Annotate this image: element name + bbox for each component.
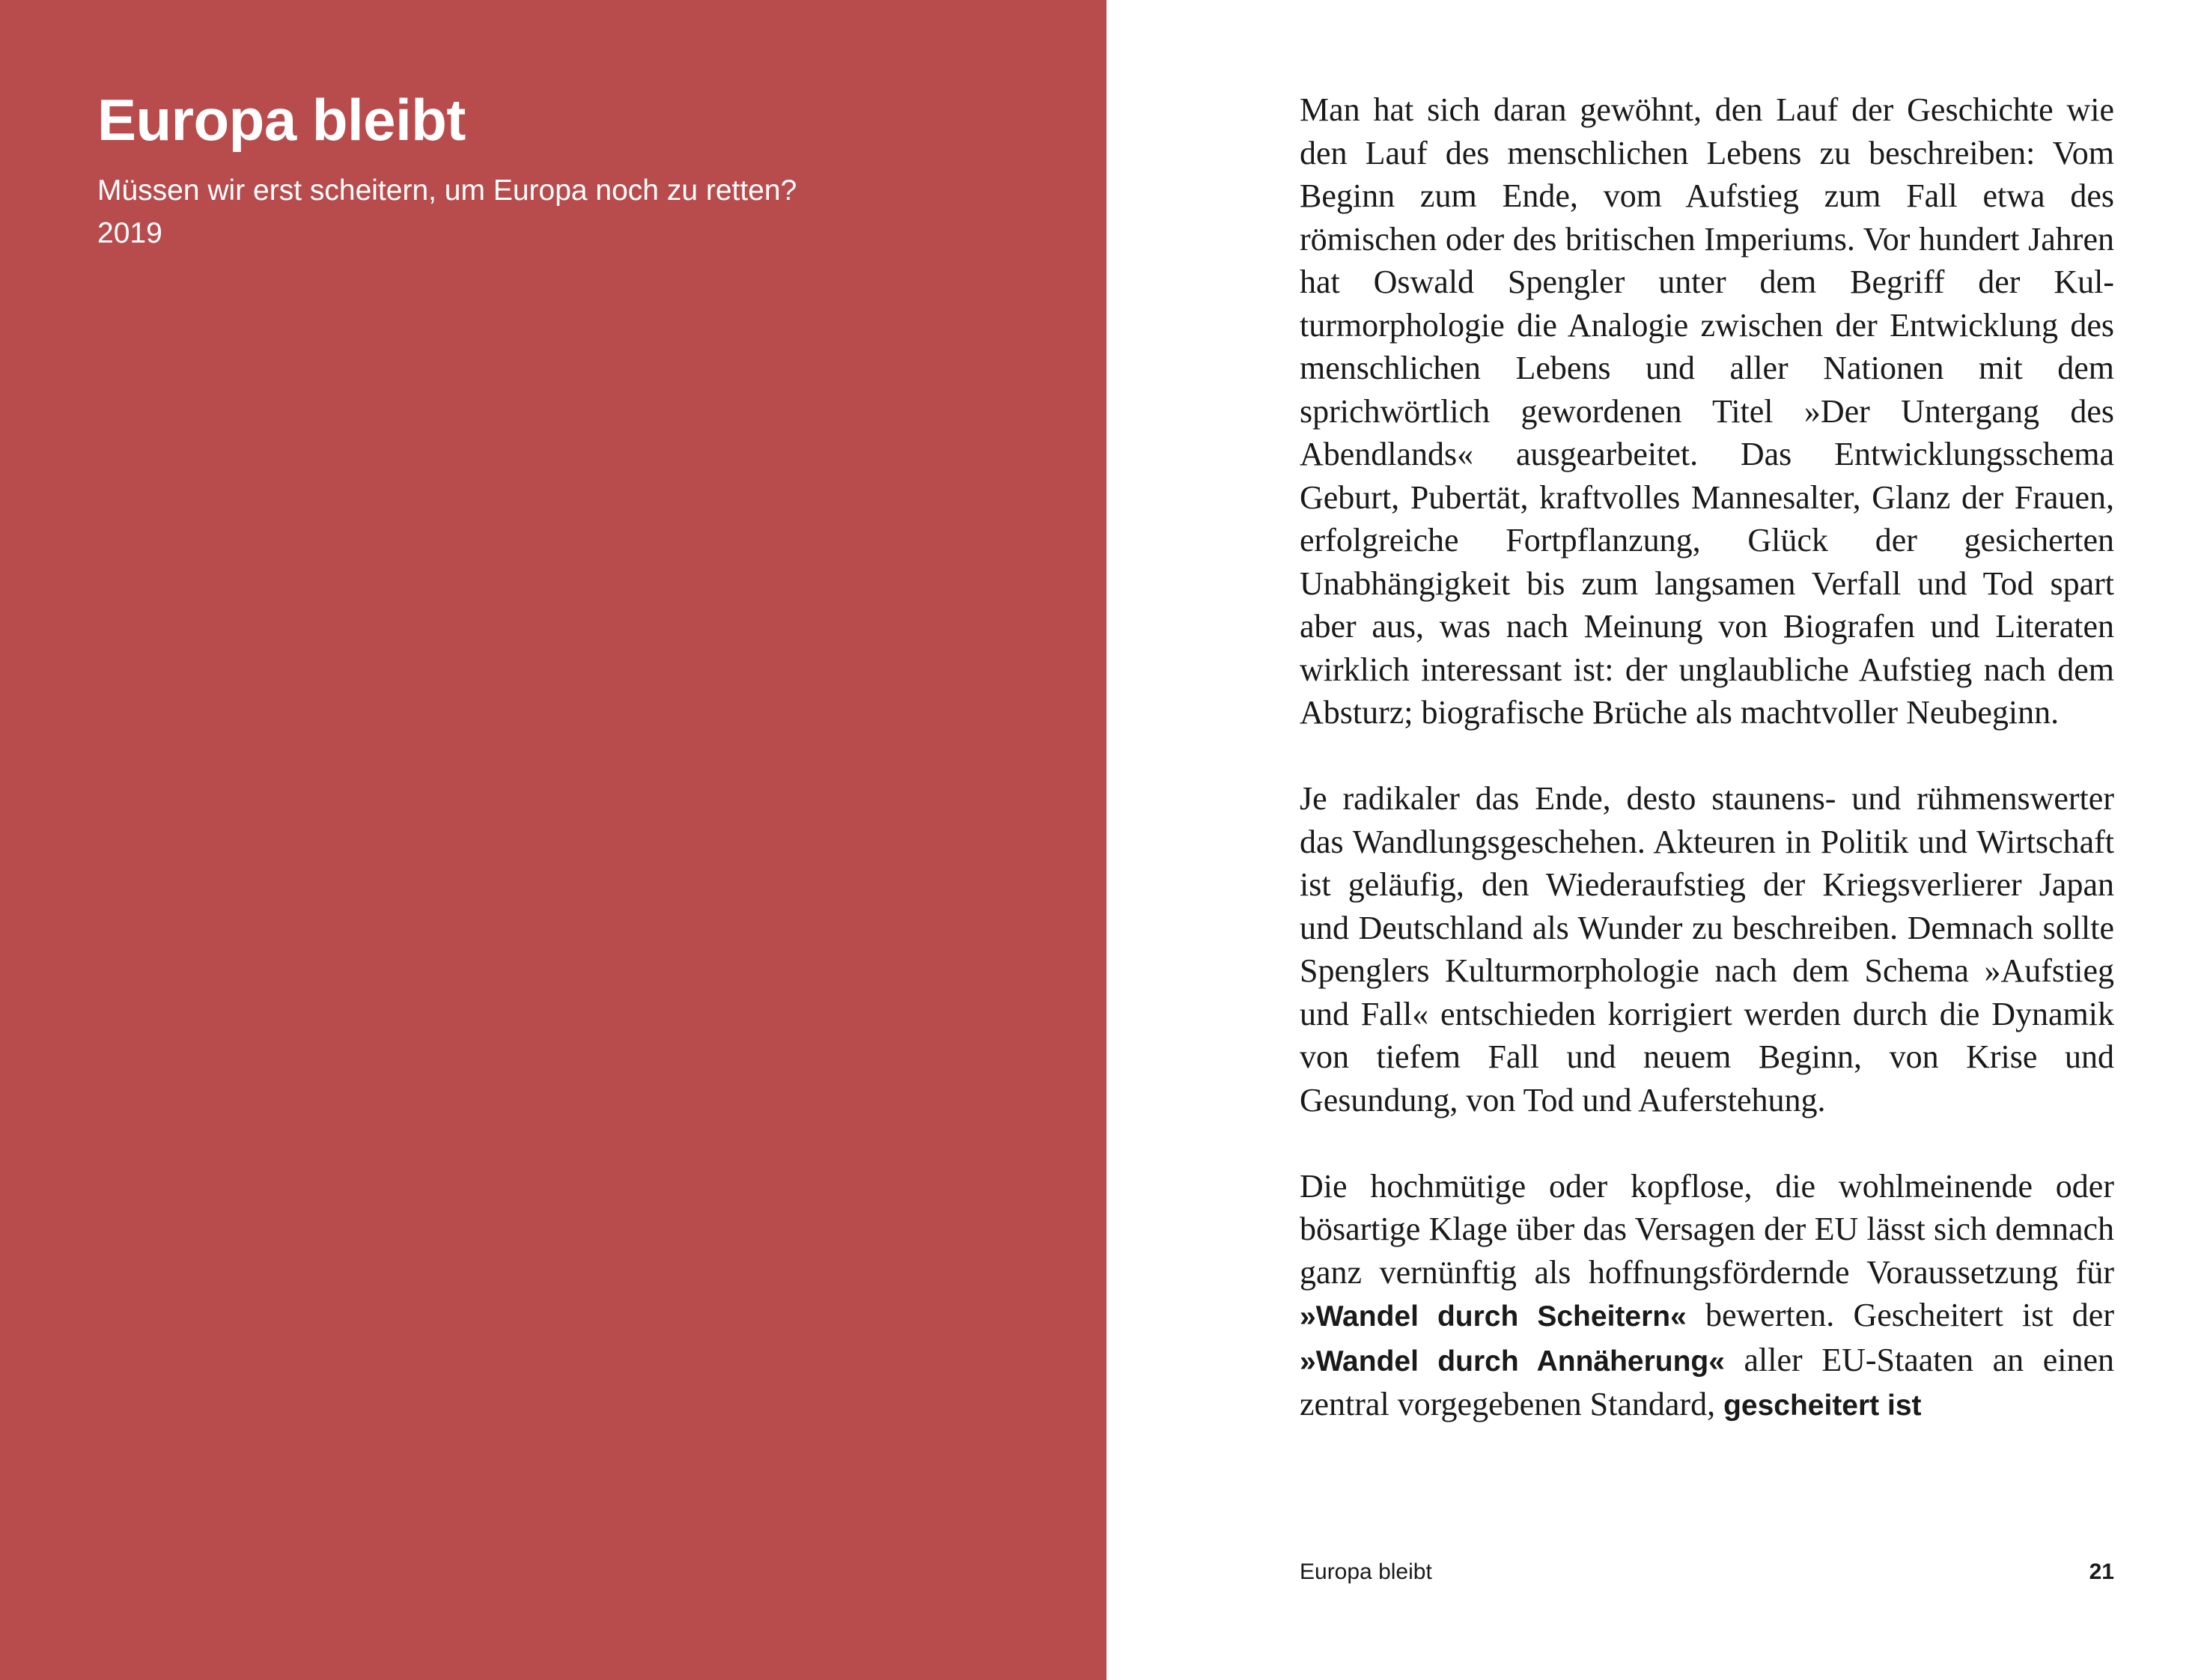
body-text [1300, 88, 2114, 1428]
paragraph-3-text-2: bewerten. Gescheitert ist der [1686, 1297, 2114, 1333]
running-footer-title: Europa bleibt [1300, 1559, 1432, 1584]
chapter-title: Europa bleibt [97, 87, 466, 153]
emphasis-wandel-durch-scheitern: »Wandel durch Scheitern« [1300, 1300, 1687, 1333]
emphasis-gescheitert-ist: gescheitert ist [1723, 1390, 1922, 1422]
text-page [1106, 0, 2210, 1680]
emphasis-wandel-durch-annaeherung: »Wandel durch Annäherung« [1300, 1345, 1725, 1378]
paragraph-3-text-1: Die hochmütige oder kopflose, die wohlmeinende oder bösartige Klage über das Versagen der EU lässt sich demnach ganz vernünftig als hoffnungsfördernde Voraussetzung für [1300, 1167, 2114, 1291]
paragraph-1: Man hat sich daran gewöhnt, den Lauf der Geschichte wie den Lauf des menschlichen Lebens zu beschreiben: Vom Beginn zum Ende, vom Aufstieg zum Fall etwa des römischen oder des britischen Imperiums. Vor hundert Jahren hat Oswald Spengler unter dem Begriff der Kulturmorphologie die Analogie zwischen der Entwicklung des menschlichen Lebens und aller Nationen mit dem sprichwörtlich gewordenen Titel »Der Untergang des Abendlands« ausgearbeitet. Das Entwicklungsschema Geburt, Pubertät, kraftvolles Mannesalter, Glanz der Frauen, erfolgreiche Fortpflanzung, Glück der gesicherten Unabhängigkeit bis zum langsamen Verfall und Tod spart aber aus, was nach Meinung von Biografen und Literaten wirklich interessant ist: der unglaubliche Aufstieg nach dem Absturz; biografische Brüche als machtvoller Neubeginn. [1300, 91, 2114, 731]
paragraph-3 [1300, 1165, 2114, 1428]
chapter-year: 2019 [97, 217, 162, 249]
paragraph-3-text-3: aller EU-Staaten an einen zentral vorgegebenen Standard, [1300, 1341, 2114, 1422]
page-number: 21 [2089, 1559, 2114, 1584]
paragraph-2: Je radikaler das Ende, desto staunens- und rühmenswerter das Wandlungsgeschehen. Akteuren in Politik und Wirtschaft ist geläufig, den Wiederaufstieg der Kriegsverlierer Japan und Deutschland als Wunder zu beschreiben. Demnach sollte Spenglers Kulturmorphologie nach dem Schema »Aufstieg und Fall« entschieden korrigiert werden durch die Dynamik von tiefem Fall und neuem Beginn, von Krise und Gesundung, von Tod und Auferstehung. [1300, 780, 2114, 1119]
chapter-subtitle: Müssen wir erst scheitern, um Europa noch zu retten? [97, 174, 797, 207]
